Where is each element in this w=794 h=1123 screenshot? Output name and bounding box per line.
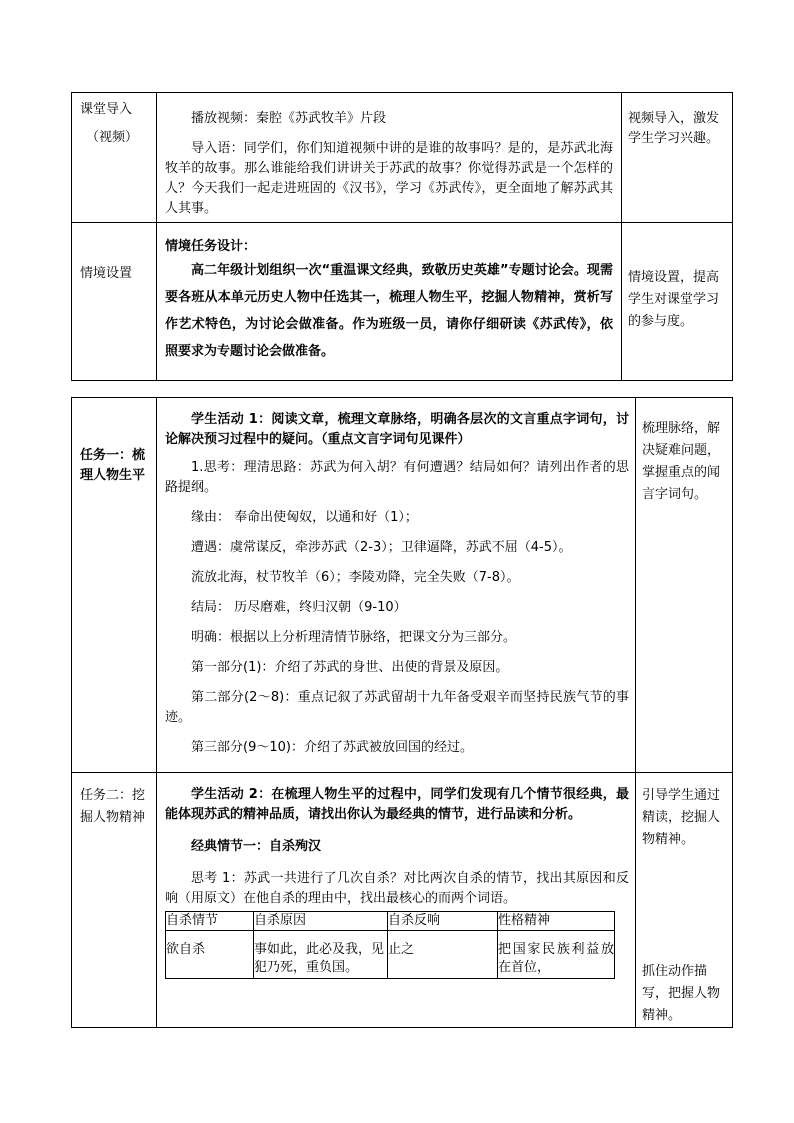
row-intro bbox=[72, 93, 733, 223]
row-task2 bbox=[72, 773, 733, 1028]
task1-exile: 流放北海，杖节牧羊（6）；李陵劝降，完全失败（7-8）。 bbox=[191, 570, 520, 585]
context-content-cell bbox=[157, 223, 622, 381]
lesson-table-bottom bbox=[71, 397, 733, 1028]
intro-video: 播放视频：秦腔《苏武牧羊》片段 bbox=[191, 111, 387, 126]
row-context bbox=[72, 223, 733, 381]
intro-content-cell bbox=[157, 93, 622, 223]
lesson-table-top bbox=[71, 92, 733, 381]
task2-purpose2: 抓住动作描写，把握人物精神。 bbox=[642, 964, 721, 1023]
intro-label-line1: 课堂导入 bbox=[80, 102, 133, 117]
intro-purpose: 视频导入，激发学生学习兴趣。 bbox=[628, 111, 720, 146]
context-purpose-cell bbox=[622, 223, 733, 381]
context-design-title: 情境任务设计： bbox=[165, 239, 257, 254]
context-purpose: 情境设置，提高学生对课堂学习的参与度。 bbox=[628, 270, 720, 329]
suicide-table-row bbox=[166, 931, 615, 979]
task2-label: 任务二：挖掘人物精神 bbox=[80, 788, 146, 825]
context-design-text: 高二年级计划组织一次“重温课文经典，致敬历史英雄”专题讨论会。现需要各班从本单元历史人物中任选其一，梳理人物生平，挖掘人物精神，赏析写作艺术特色，为讨论会做准备。作为班级一员，请你仔细研读《苏武传》，依照要求为专题讨论会做准备。 bbox=[165, 263, 613, 359]
task2-plot-title: 经典情节一：自杀殉汉 bbox=[191, 839, 322, 854]
task2-purpose-cell bbox=[636, 773, 733, 1028]
task2-content-cell bbox=[157, 773, 636, 1028]
task1-think: 1.思考：理清思路：苏武为何入胡？有何遭遇？结局如何？请列出作者的思路提纲。 bbox=[165, 460, 629, 495]
task1-label: 任务一：梳理人物生平 bbox=[80, 448, 146, 483]
intro-purpose-cell bbox=[622, 93, 733, 223]
task1-encounter: 遭遇：虞常谋反，牵涉苏武（2-3）；卫律逼降，苏武不屈（4-5）。 bbox=[191, 540, 572, 555]
cell-plot: 欲自杀 bbox=[166, 931, 254, 979]
context-label-cell bbox=[72, 223, 157, 381]
task1-content-cell bbox=[157, 398, 636, 773]
task1-part3: 第三部分(9～10)：介绍了苏武被放回国的经过。 bbox=[191, 740, 473, 755]
task1-purpose-cell bbox=[636, 398, 733, 773]
intro-label-cell bbox=[72, 93, 157, 223]
task2-purpose: 引导学生通过精读，挖掘人物精神。 bbox=[642, 788, 721, 847]
task2-think: 思考 1：苏武一共进行了几次自杀？对比两次自杀的情节，找出其原因和反响（用原文）在他自杀的理由中，找出最核心的而两个词语。 bbox=[165, 871, 629, 906]
cell-response: 止之 bbox=[388, 931, 498, 979]
task1-cause: 缘由： 奉命出使匈奴，以通和好（1）； bbox=[191, 510, 418, 525]
cell-reason: 事如此，此必及我，见犯乃死，重负国。 bbox=[254, 931, 388, 979]
intro-speech: 导入语：同学们，你们知道视频中讲的是谁的故事吗？是的，是苏武北海牧羊的故事。那么谁能给我们讲讲关于苏武的故事？你觉得苏武是一个怎样的人？今天我们一起走进班固的《汉书》，学习《苏武传》，更全面地了解苏武其人其事。 bbox=[165, 141, 613, 216]
context-label: 情境设置 bbox=[80, 266, 133, 281]
suicide-table-header bbox=[166, 912, 615, 931]
header-reason: 自杀原因 bbox=[254, 912, 388, 931]
task1-part1: 第一部分(1)：介绍了苏武的身世、出使的背景及原因。 bbox=[191, 660, 509, 675]
row-task1 bbox=[72, 398, 733, 773]
task2-label-cell bbox=[72, 773, 157, 1028]
task1-purpose: 梳理脉络，解决疑难问题，掌握重点的闻言字词句。 bbox=[642, 421, 721, 502]
header-spirit: 性格精神 bbox=[498, 912, 615, 931]
cell-spirit: 把国家民族利益放在首位， bbox=[498, 931, 615, 979]
header-response: 自杀反响 bbox=[388, 912, 498, 931]
task1-clarify: 明确：根据以上分析理清情节脉络，把课文分为三部分。 bbox=[191, 630, 517, 645]
header-plot: 自杀情节 bbox=[166, 912, 254, 931]
task1-ending: 结局： 历尽磨难，终归汉朝（9-10） bbox=[191, 600, 407, 615]
suicide-analysis-table bbox=[165, 911, 615, 979]
task1-label-cell bbox=[72, 398, 157, 773]
task1-activity: 学生活动 1：阅读文章，梳理文章脉络，明确各层次的文言重点字词句，讨论解决预习过程中的疑问。（重点文言字词句见课件） bbox=[165, 412, 629, 447]
task2-activity: 学生活动 2：在梳理人物生平的过程中，同学们发现有几个情节很经典，最能体现苏武的精神品质，请找出你认为最经典的情节，进行品读和分析。 bbox=[165, 787, 629, 822]
intro-label-line2: （视频） bbox=[86, 130, 139, 145]
task1-part2: 第二部分(2～8)：重点记叙了苏武留胡十九年备受艰辛而坚持民族气节的事迹。 bbox=[165, 690, 629, 725]
